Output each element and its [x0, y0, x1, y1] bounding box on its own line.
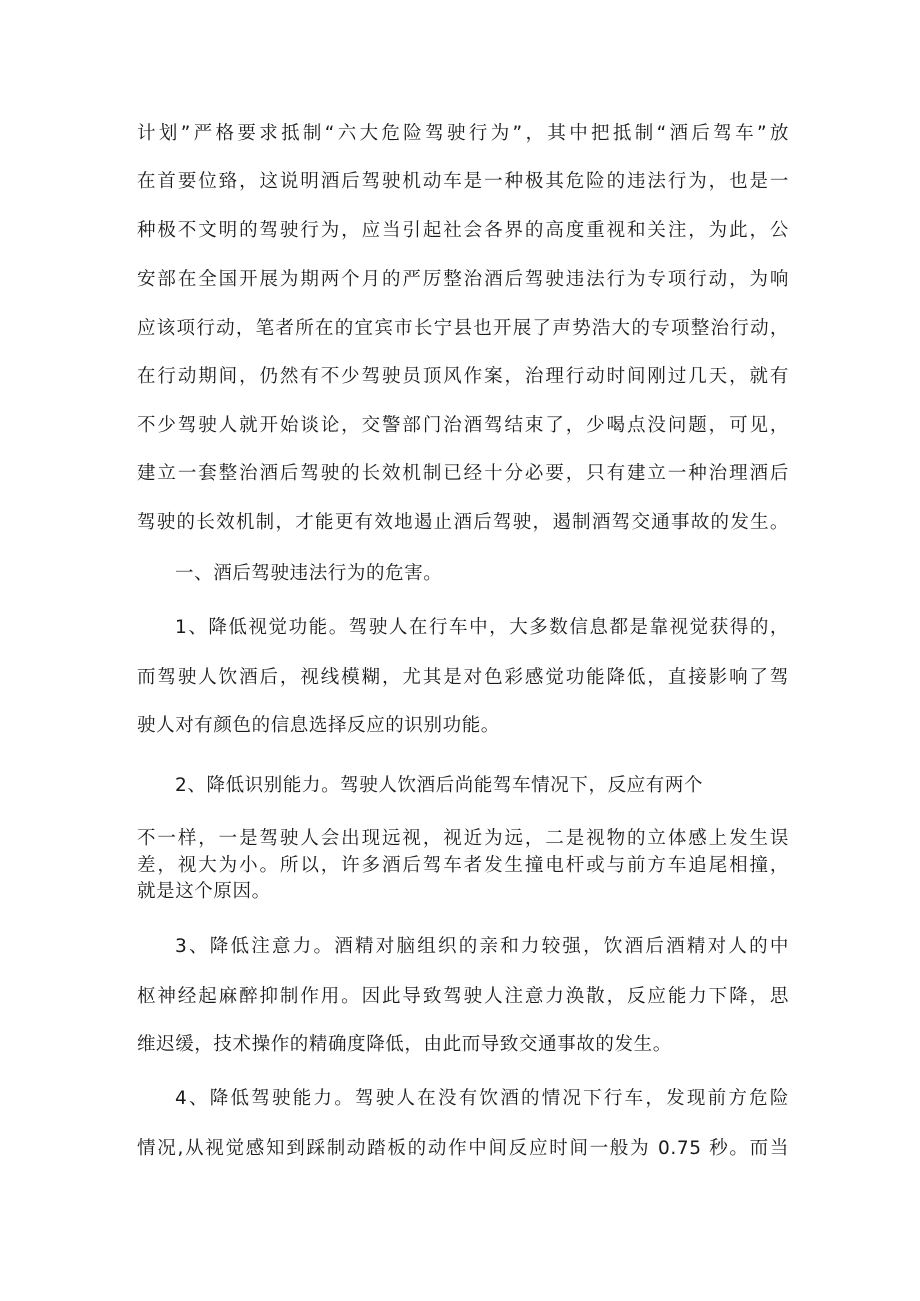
- text-line: 差，视大为小。所以，许多酒后驾车者发生撞电杆或与前方车追尾相撞，: [137, 855, 789, 876]
- text-line: 建立一套整治酒后驾驶的长效机制已经十分必要，只有建立一种治理酒后: [137, 463, 789, 484]
- text-line: 安部在全国开展为期两个月的严厉整治酒后驾驶违法行为专项行动，为响: [137, 269, 789, 290]
- text-line: 不一样，一是驾驶人会出现远视，视近为远，二是视物的立体感上发生误: [137, 828, 789, 849]
- text-line: 而驾驶人饮酒后，视线模糊，尤其是对色彩感觉功能降低，直接影响了驾: [137, 667, 789, 688]
- text-line: 情况,从视觉感知到踩制动踏板的动作中间反应时间一般为 0.75 秒。而当: [137, 1138, 789, 1159]
- text-line: 在行动期间，仍然有不少驾驶员顶风作案，治理行动时间刚过几天，就有: [137, 366, 789, 387]
- text-line: 驶人对有颜色的信息选择反应的识别功能。: [137, 715, 500, 736]
- text-line: 3、降低注意力。酒精对脑组织的亲和力较强，饮酒后酒精对人的中: [175, 936, 789, 957]
- text-line: 计划”严格要求抵制“六大危险驾驶行为”，其中把抵制“酒后驾车”放: [137, 123, 789, 144]
- text-line: 维迟缓，技术操作的精确度降低，由此而导致交通事故的发生。: [137, 1034, 672, 1055]
- section-heading: 一、酒后驾驶违法行为的危害。: [175, 563, 443, 584]
- text-line: 在首要位臵，这说明酒后驾驶机动车是一种极其危险的违法行为，也是一: [137, 171, 789, 192]
- text-line: 1、降低视觉功能。驾驶人在行车中，大多数信息都是靠视觉获得的，: [175, 617, 789, 638]
- text-line: 驾驶的长效机制，才能更有效地遏止酒后驾驶，遏制酒驾交通事故的发生。: [137, 512, 789, 533]
- text-line: 种极不文明的驾驶行为，应当引起社会各界的高度重视和关注，为此，公: [137, 220, 789, 241]
- text-line: 不少驾驶人就开始谈论，交警部门治酒驾结束了，少喝点没问题，可见，: [137, 415, 789, 436]
- text-line: 就是这个原因。: [137, 881, 271, 902]
- text-line: 枢神经起麻醉抑制作用。因此导致驾驶人注意力涣散，反应能力下降，思: [137, 986, 789, 1007]
- text-line: 4、降低驾驶能力。驾驶人在没有饮酒的情况下行车，发现前方危险: [175, 1088, 789, 1109]
- text-line: 2、降低识别能力。驾驶人饮酒后尚能驾车情况下，反应有两个: [175, 775, 704, 796]
- text-line: 应该项行动，笔者所在的宜宾市长宁县也开展了声势浩大的专项整治行动，: [137, 318, 789, 339]
